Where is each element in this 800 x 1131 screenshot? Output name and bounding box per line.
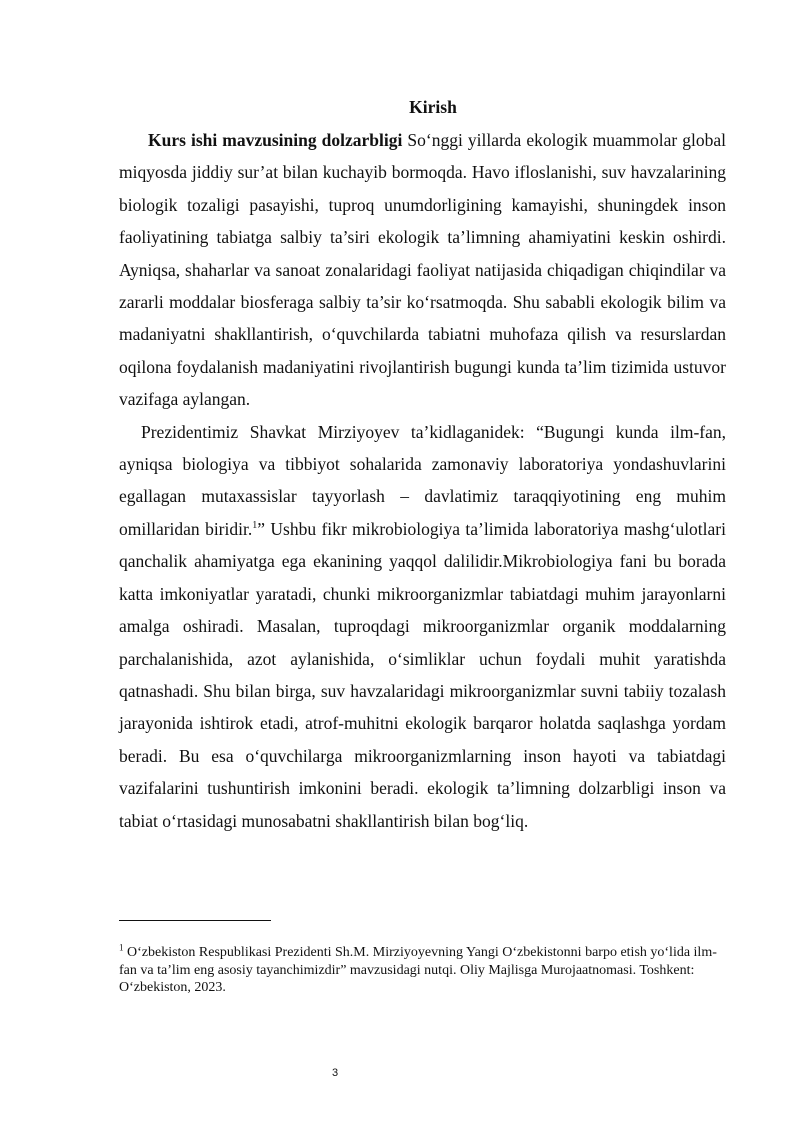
quote-text: Prezidentimiz Shavkat Mirziyoyev ta’kidlaganidek: “Bugungi kunda ilm-fan, ayniqsa biologiya va tibbiyot sohalarida zamonaviy laboratoriya yondashuvlarini egallagan mutaxassislar tayyorlash – davlatimiz taraqqiyotining eng muhim omillaridan biridir. — [119, 421, 726, 539]
body-text — [119, 124, 726, 837]
relevance-text: So‘nggi yillarda ekologik muammolar global miqyosda jiddiy sur’at bilan kuchayib bormoqda. Havo ifloslanishi, suv havzalarining biologik tozaligi pasayishi, tuproq unumdorligining kamayishi, shuningdek inson faoliyatining tabiatga salbiy ta’siri ekologik ta’limning ahamiyatini keskin oshirdi. Ayniqsa, shaharlar va sanoat zonalaridagi faoliyat natijasida chiqadigan chiqindilar va zararli moddalar biosferaga salbiy ta’sir ko‘rsatmoqda. Shu sababli ekologik bilim va madaniyatni shakllantirish, o‘quvchilarda tabiatni muhofaza qilish va resurslardan oqilona foydalanish madaniyatini rivojlantirish bugungi kunda ta’lim tizimida ustuvor vazifaga aylangan. — [119, 130, 726, 410]
relevance-lead: Kurs ishi mavzusining dolzarbligi — [148, 130, 403, 150]
paragraph-relevance — [119, 124, 726, 416]
paragraph-president-quote — [119, 416, 726, 837]
quote-continuation: ” Ushbu fikr mikrobiologiya ta’limida laboratoriya mashg‘ulotlari qanchalik ahamiyatga ega ekanining yaqqol dalilidir.Mikrobiologiya fani bu borada katta imkoniyatlar yaratadi, chunki mikroorganizmlar tabiatdagi muhim jarayonlarni amalga oshiradi. Masalan, tuproqdagi mikroorganizmlar organik moddalarning parchalanishida, azot aylanishida, o‘simliklar uchun foydali muhit yaratishda qatnashadi. Shu bilan birga, suv havzalaridagi mikroorganizmlar suvni tabiiy tozalash jarayonida ishtirok etadi, atrof-muhitni ekologik barqaror holatda saqlashga yordam beradi. Bu esa o‘quvchilarga mikroorganizmlarning inson hayoti va tabiatdagi vazifalarini tushuntirish imkonini beradi. ekologik ta’limning dolzarbligi inson va tabiat o‘rtasidagi munosabatni shakllantirish bilan bog‘liq. — [119, 518, 726, 831]
footnote — [119, 944, 719, 997]
footnote-separator — [119, 920, 271, 921]
section-heading: Kirish — [409, 97, 457, 117]
page-number: 3 — [331, 1067, 339, 1079]
footnote-mark: 1 — [119, 942, 124, 953]
footnote-text: O‘zbekiston Respublikasi Prezidenti Sh.M. Mirziyoyevning Yangi O‘zbekistonni barpo etish yo‘lida ilm-fan va ta’lim eng asosiy tayanchimizdir” mavzusidagi nutqi. Oliy Majlisga Murojaatnomasi. Toshkent: O‘zbekiston, 2023. — [119, 945, 717, 995]
footnote-reference[interactable]: 1 — [252, 520, 258, 532]
